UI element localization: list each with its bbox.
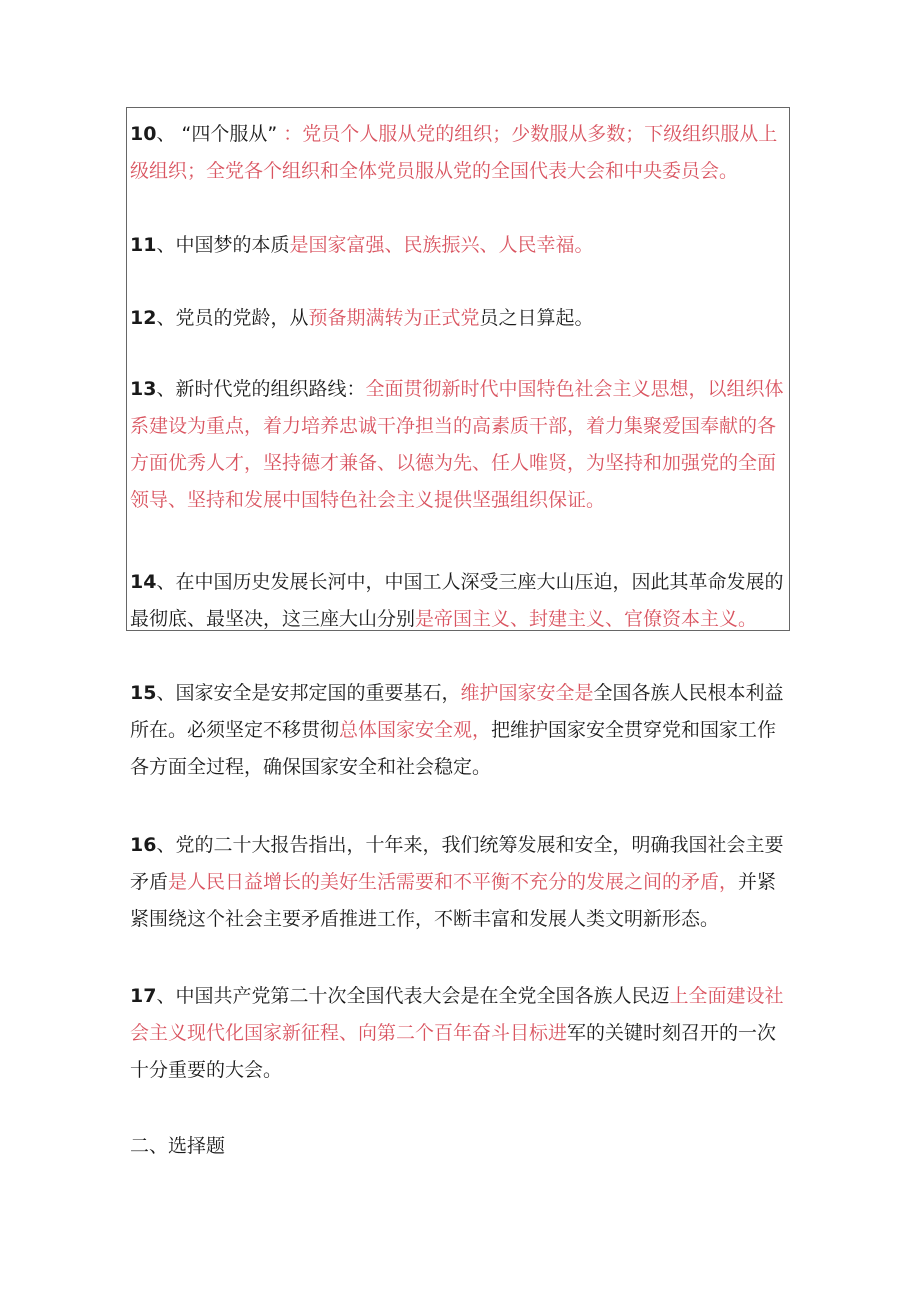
body-text: 把维护国家安全贯穿党和国家工作各方面全过程，确保国家安全和社会稳定。 <box>130 719 777 778</box>
item-number: 13 <box>130 378 157 400</box>
highlighted-text: 全面贯彻新时代中国特色社会主义思想，以组织体系建设为重点，着力培养忠诚干净担当的高素质干部，着力集聚爱国奉献的各方面优秀人才，坚持德才兼备、以德为先、任人唯贤，为坚持和加强党的全面领导、坚持和发展中国特色社会主义提供坚强组织保证。 <box>130 378 784 511</box>
highlighted-text: ：党员个人服从党的组织；少数服从多数；下级组织服从上级组织；全党各个组织和全体党员服从党的全国代表大会和中央委员会。 <box>130 123 778 182</box>
highlighted-text: 预备期满转为正式党 <box>308 307 480 329</box>
item-number: 17 <box>130 985 157 1007</box>
item-number: 12 <box>130 307 157 329</box>
body-text: 、党员的党龄，从 <box>156 307 309 329</box>
item-10 <box>130 116 792 190</box>
highlighted-text: 是人民日益增长的美好生活需要和不平衡不充分的发展之间的矛盾， <box>168 871 739 893</box>
body-text: 、党的二十大报告指出，十年来，我们统筹发展和安全，明确我国社会主要矛盾 <box>130 834 784 893</box>
body-text: 、新时代党的组织路线： <box>156 378 366 400</box>
body-text: 、中国梦的本质 <box>156 234 290 256</box>
body-text: 员之日算起。 <box>479 307 594 329</box>
item-12 <box>130 300 792 337</box>
highlighted-text: 是国家富强、民族振兴、人民幸福。 <box>289 234 594 256</box>
body-text: 并紧紧围绕这个社会主要矛盾推进工作，不断丰富和发展人类文明新形态。 <box>130 871 777 930</box>
body-text: 军的关键时刻召开的一次十分重要的大会。 <box>130 1022 777 1081</box>
body-text: 全国各族人民根本利益所在。必须坚定不移贯彻 <box>130 682 784 741</box>
body-text: 、在中国历史发展长河中，中国工人深受三座大山压迫，因此其革命发展的最彻底、最坚决，这三座大山分别 <box>130 571 784 630</box>
item-number: 15 <box>130 682 157 704</box>
item-13 <box>130 371 792 519</box>
body-text: 、 “四个服从” <box>156 123 284 145</box>
item-15 <box>130 675 792 786</box>
highlighted-text: 总体国家安全观， <box>339 719 492 741</box>
highlighted-text: 上全面建设社会主义现代化国家新征程、向第二个百年奋斗目标进 <box>130 985 784 1044</box>
body-text: 、中国共产党第二十次全国代表大会是在全党全国各族人民迈 <box>156 985 670 1007</box>
highlighted-text: 是帝国主义、封建主义、官僚资本主义。 <box>415 608 758 630</box>
body-text: 、国家安全是安邦定国的重要基石， <box>156 682 461 704</box>
item-number: 16 <box>130 834 157 856</box>
item-number: 11 <box>130 234 157 256</box>
section-heading: 二、选择题 <box>130 1135 226 1157</box>
item-17 <box>130 978 792 1089</box>
item-14 <box>130 564 792 638</box>
item-11 <box>130 227 792 264</box>
highlighted-text: 维护国家安全是 <box>460 682 594 704</box>
item-number: 10 <box>130 123 157 145</box>
item-16 <box>130 827 792 938</box>
item-number: 14 <box>130 571 157 593</box>
